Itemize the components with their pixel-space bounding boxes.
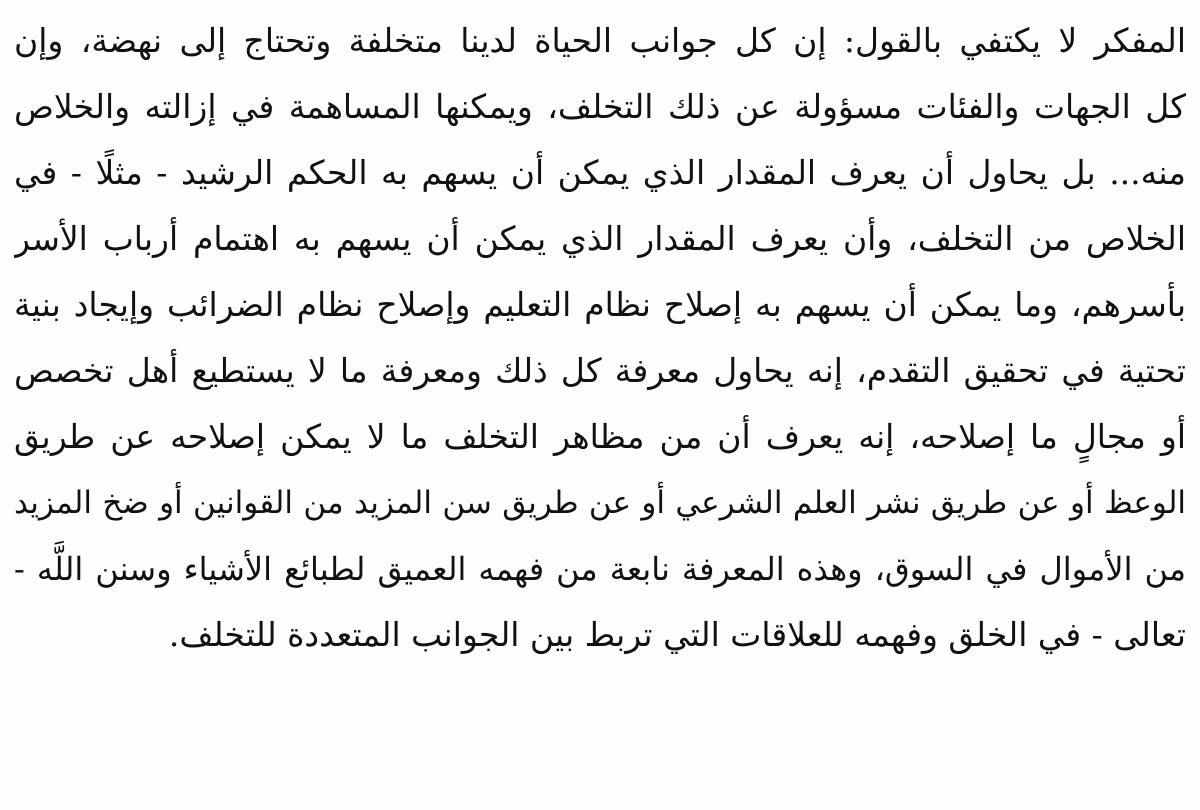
text-line-8: الوعظ أو عن طريق نشر العلم الشرعي أو عن طريق سن المزيد من القوانين أو ضخ المزيد bbox=[14, 485, 1186, 521]
text-line-3: منه... بل يحاول أن يعرف المقدار الذي يمكن أن يسهم به الحكم الرشيد - مثلًا - في bbox=[14, 153, 1186, 192]
text-line-10: تعالى - في الخلق وفهمه للعلاقات التي تربط بين الجوانب المتعددة للتخلف. bbox=[168, 615, 1186, 654]
text-line-1: المفكر لا يكتفي بالقول: إن كل جوانب الحياة لدينا متخلفة وتحتاج إلى نهضة، وإن bbox=[14, 21, 1186, 60]
text-line-9: من الأموال في السوق، وهذه المعرفة نابعة من فهمه العميق لطبائع الأشياء وسنن اللَّه - bbox=[14, 550, 1186, 588]
text-line-6: تحتية في تحقيق التقدم، إنه يحاول معرفة كل ذلك ومعرفة ما لا يستطيع أهل تخصص bbox=[14, 351, 1186, 390]
text-line-2: كل الجهات والفئات مسؤولة عن ذلك التخلف، ويمكنها المساهمة في إزالته والخلاص bbox=[14, 87, 1186, 126]
text-line-5: بأسرهم، وما يمكن أن يسهم به إصلاح نظام التعليم وإصلاح نظام الضرائب وإيجاد بنية bbox=[14, 285, 1186, 324]
body-paragraph bbox=[14, 8, 1186, 668]
text-line-4: الخلاص من التخلف، وأن يعرف المقدار الذي يمكن أن يسهم به اهتمام أرباب الأسر bbox=[14, 219, 1186, 258]
text-line-7: أو مجالٍ ما إصلاحه، إنه يعرف أن من مظاهر التخلف ما لا يمكن إصلاحه عن طريق bbox=[14, 417, 1186, 456]
